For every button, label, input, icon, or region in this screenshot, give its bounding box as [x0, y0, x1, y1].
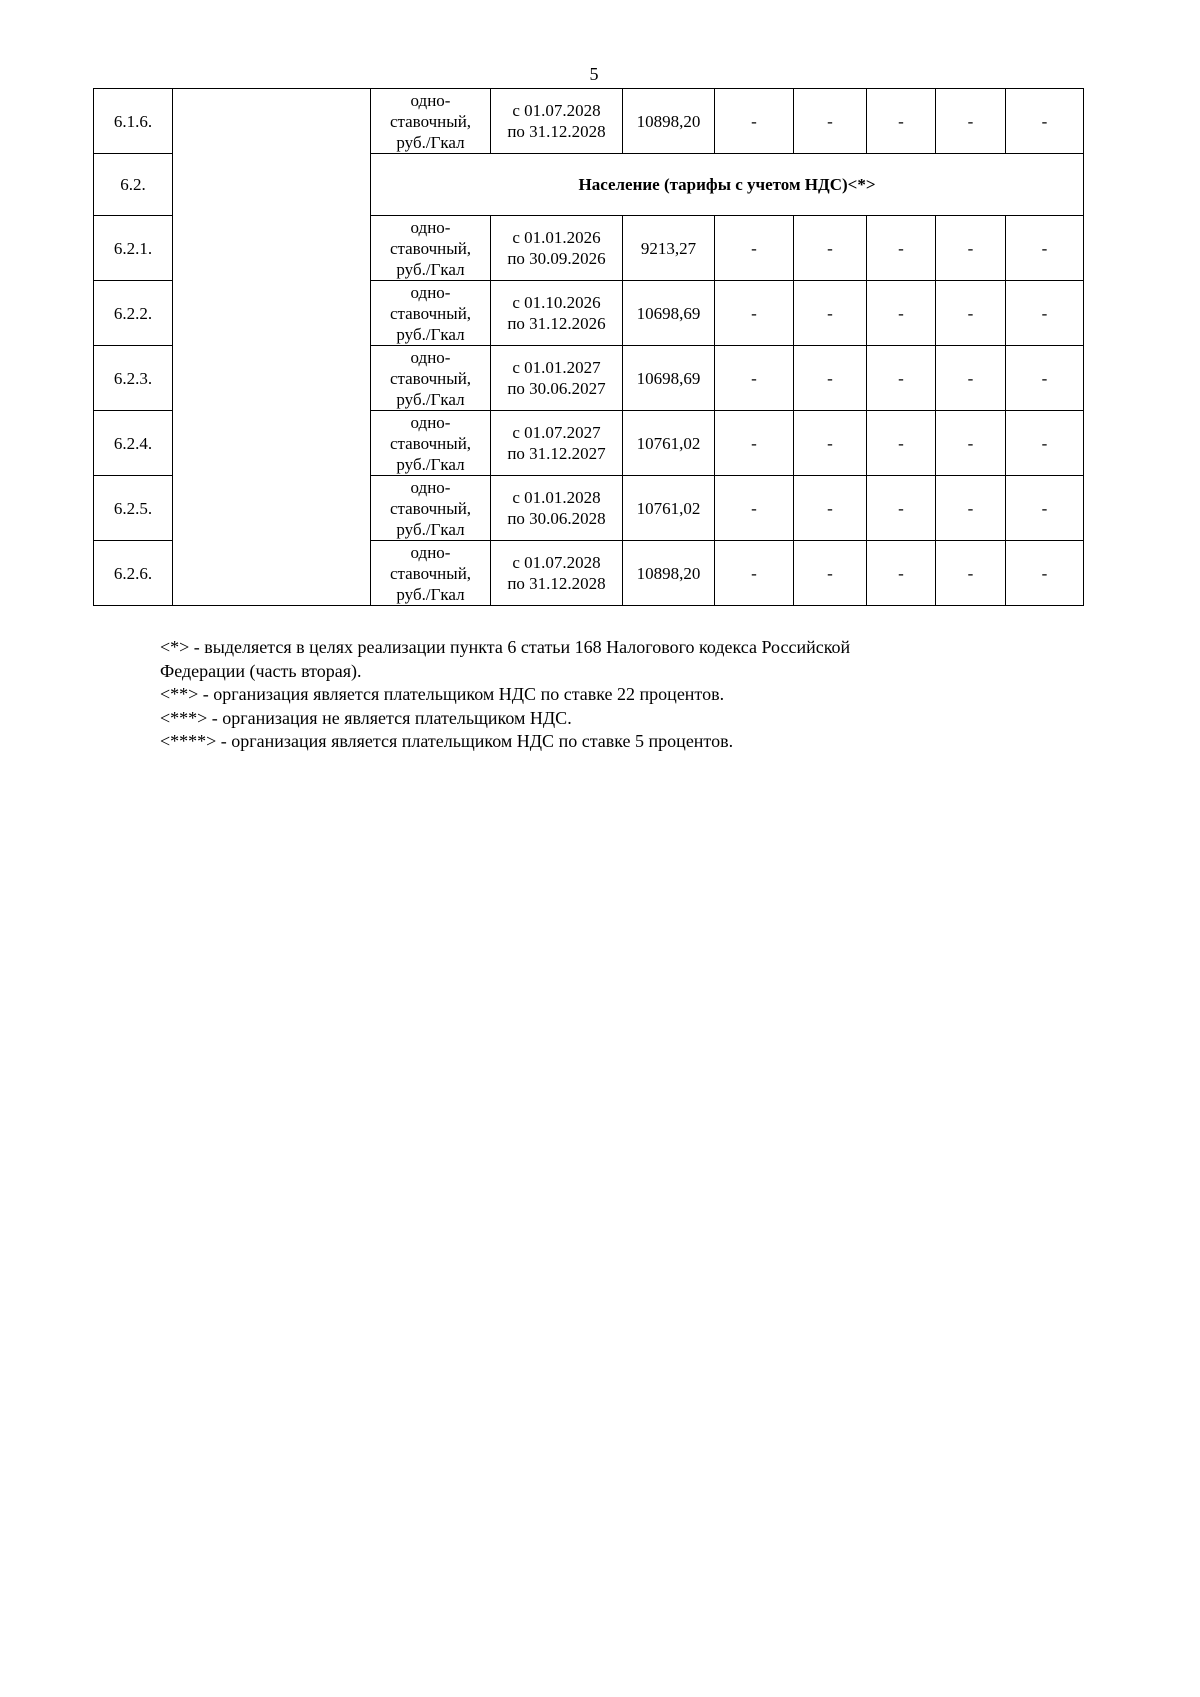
footnote-line: <**> - организация является плательщиком НДС по ставке 22 процентов.: [160, 684, 725, 704]
unit-cell: [371, 476, 491, 541]
unit-line: руб./Гкал: [396, 259, 465, 279]
unit-line: ставочный,: [389, 563, 472, 583]
period-line: по 31.12.2028: [507, 122, 606, 141]
unit-line: одно-: [410, 542, 451, 562]
empty-value-cell: -: [715, 476, 794, 541]
unit-line: одно-: [410, 412, 451, 432]
footnote-line: <*> - выделяется в целях реализации пункта 6 статьи 168 Налогового кодекса Российской: [160, 637, 851, 657]
period-line: с 01.10.2026: [512, 293, 601, 312]
empty-value-cell: -: [936, 346, 1006, 411]
empty-value-cell: -: [715, 346, 794, 411]
period-line: с 01.01.2027: [512, 358, 601, 377]
footnotes: [160, 636, 980, 754]
section-title-cell: Население (тарифы с учетом НДС)<*>: [371, 154, 1084, 216]
unit-line: одно-: [410, 477, 451, 497]
empty-value-cell: -: [867, 281, 936, 346]
period-cell: [491, 89, 623, 154]
unit-line: одно-: [410, 217, 451, 237]
footnote-line: Федерации (часть вторая).: [160, 660, 362, 681]
unit-line: ставочный,: [389, 111, 472, 131]
empty-value-cell: -: [936, 476, 1006, 541]
empty-value-cell: -: [867, 346, 936, 411]
tariff-value-cell: 10761,02: [623, 476, 715, 541]
period-cell: [491, 281, 623, 346]
row-number-cell: 6.2.2.: [94, 281, 173, 346]
empty-value-cell: -: [794, 89, 867, 154]
unit-line: ставочный,: [389, 368, 472, 388]
unit-line: ставочный,: [389, 303, 472, 323]
empty-value-cell: -: [867, 216, 936, 281]
unit-cell: [371, 89, 491, 154]
tariff-table-body: [94, 89, 1084, 606]
unit-line: одно-: [410, 347, 451, 367]
period-cell: [491, 476, 623, 541]
unit-line: руб./Гкал: [396, 519, 465, 539]
tariff-table: [93, 88, 1084, 606]
unit-cell: [371, 281, 491, 346]
period-line: с 01.01.2028: [512, 488, 601, 507]
tariff-value-cell: 10698,69: [623, 281, 715, 346]
period-line: по 30.06.2028: [507, 509, 606, 528]
footnote-line: <****> - организация является плательщиком НДС по ставке 5 процентов.: [160, 731, 734, 751]
tariff-value-cell: 10898,20: [623, 89, 715, 154]
unit-cell: [371, 541, 491, 606]
empty-value-cell: -: [794, 476, 867, 541]
unit-line: ставочный,: [389, 498, 472, 518]
row-number-cell: 6.2.3.: [94, 346, 173, 411]
empty-value-cell: -: [867, 411, 936, 476]
empty-value-cell: -: [715, 281, 794, 346]
period-line: по 31.12.2028: [507, 574, 606, 593]
tariff-value-cell: 9213,27: [623, 216, 715, 281]
row-number-cell: 6.1.6.: [94, 89, 173, 154]
empty-value-cell: -: [794, 281, 867, 346]
empty-value-cell: -: [715, 541, 794, 606]
empty-value-cell: -: [936, 281, 1006, 346]
empty-value-cell: -: [936, 89, 1006, 154]
empty-value-cell: -: [794, 541, 867, 606]
unit-cell: [371, 411, 491, 476]
page-number: 5: [589, 64, 599, 84]
empty-value-cell: -: [867, 541, 936, 606]
empty-value-cell: -: [867, 476, 936, 541]
row-number-cell: 6.2.4.: [94, 411, 173, 476]
empty-value-cell: -: [1006, 346, 1084, 411]
empty-value-cell: -: [936, 411, 1006, 476]
row-number-cell: 6.2.1.: [94, 216, 173, 281]
empty-value-cell: -: [1006, 476, 1084, 541]
empty-value-cell: -: [936, 216, 1006, 281]
organization-cell: [173, 89, 371, 606]
period-line: с 01.07.2028: [512, 101, 601, 120]
unit-line: ставочный,: [389, 238, 472, 258]
unit-line: руб./Гкал: [396, 454, 465, 474]
section-number-cell: 6.2.: [94, 154, 173, 216]
unit-line: ставочный,: [389, 433, 472, 453]
footnote-line: <***> - организация не является плательщиком НДС.: [160, 707, 572, 728]
period-line: с 01.07.2027: [512, 423, 601, 442]
tariff-value-cell: 10898,20: [623, 541, 715, 606]
period-cell: [491, 411, 623, 476]
period-line: по 30.06.2027: [507, 379, 606, 398]
unit-line: руб./Гкал: [396, 324, 465, 344]
row-number-cell: 6.2.5.: [94, 476, 173, 541]
empty-value-cell: -: [1006, 216, 1084, 281]
unit-cell: [371, 216, 491, 281]
unit-cell: [371, 346, 491, 411]
tariff-value-cell: 10698,69: [623, 346, 715, 411]
empty-value-cell: -: [715, 216, 794, 281]
period-line: по 30.09.2026: [507, 249, 606, 268]
empty-value-cell: -: [794, 216, 867, 281]
unit-line: одно-: [410, 90, 451, 110]
period-line: с 01.01.2026: [512, 228, 601, 247]
unit-line: руб./Гкал: [396, 584, 465, 604]
empty-value-cell: -: [715, 89, 794, 154]
period-cell: [491, 216, 623, 281]
row-number-cell: 6.2.6.: [94, 541, 173, 606]
unit-line: одно-: [410, 282, 451, 302]
period-line: по 31.12.2026: [507, 314, 606, 333]
empty-value-cell: -: [794, 346, 867, 411]
empty-value-cell: -: [867, 89, 936, 154]
empty-value-cell: -: [1006, 281, 1084, 346]
unit-line: руб./Гкал: [396, 389, 465, 409]
tariff-value-cell: 10761,02: [623, 411, 715, 476]
empty-value-cell: -: [936, 541, 1006, 606]
unit-line: руб./Гкал: [396, 132, 465, 152]
empty-value-cell: -: [1006, 411, 1084, 476]
period-cell: [491, 346, 623, 411]
empty-value-cell: -: [1006, 541, 1084, 606]
table-row: [94, 89, 1084, 154]
period-line: по 31.12.2027: [507, 444, 606, 463]
empty-value-cell: -: [715, 411, 794, 476]
empty-value-cell: -: [794, 411, 867, 476]
period-cell: [491, 541, 623, 606]
empty-value-cell: -: [1006, 89, 1084, 154]
period-line: с 01.07.2028: [512, 553, 601, 572]
